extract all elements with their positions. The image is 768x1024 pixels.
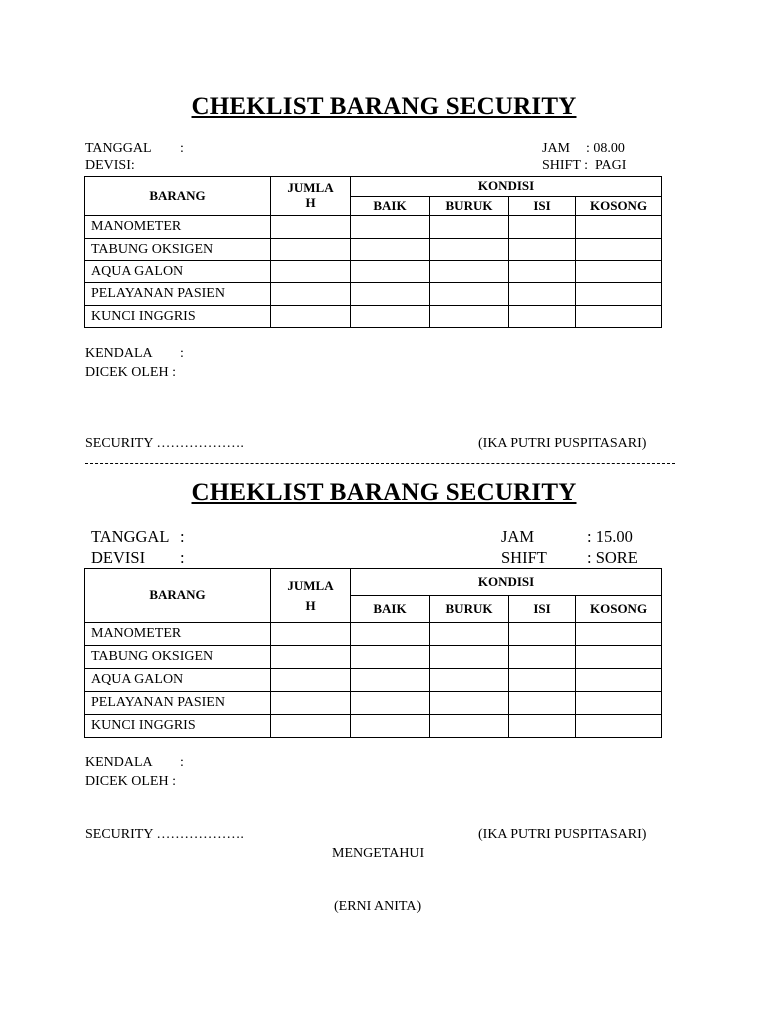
isi-cell[interactable] <box>509 261 576 283</box>
isi-cell[interactable] <box>509 216 576 239</box>
kendala-label: KENDALA <box>85 755 153 770</box>
baik-cell[interactable] <box>351 669 430 692</box>
item-label: MANOMETER <box>85 216 271 239</box>
jumlah-cell[interactable] <box>271 623 351 646</box>
header-kosong: KOSONG <box>576 197 662 216</box>
checklist-table <box>84 176 662 328</box>
table-row <box>85 261 662 283</box>
baik-cell[interactable] <box>351 646 430 669</box>
kosong-cell[interactable] <box>576 283 662 306</box>
baik-cell[interactable] <box>351 715 430 738</box>
form-title: CHEKLIST BARANG SECURITY <box>191 479 577 506</box>
item-label: TABUNG OKSIGEN <box>85 239 271 261</box>
isi-cell[interactable] <box>509 283 576 306</box>
buruk-cell[interactable] <box>430 216 509 239</box>
mengetahui-label: MENGETAHUI <box>332 846 425 861</box>
baik-cell[interactable] <box>351 306 430 328</box>
jam-value: : 15.00 <box>587 527 633 546</box>
header-jumlah <box>271 569 351 623</box>
shift-value: : SORE <box>587 548 638 567</box>
dicek-oleh-label: DICEK OLEH : <box>85 774 176 789</box>
jumlah-cell[interactable] <box>271 715 351 738</box>
devisi-separator: : <box>180 548 185 567</box>
form-title: CHEKLIST BARANG SECURITY <box>191 93 577 120</box>
table-row <box>85 646 662 669</box>
security-signature-line: SECURITY ………………. <box>85 436 244 451</box>
kosong-cell[interactable] <box>576 692 662 715</box>
jumlah-cell[interactable] <box>271 669 351 692</box>
table-row <box>85 623 662 646</box>
item-label: AQUA GALON <box>85 261 271 283</box>
header-kondisi: KONDISI <box>351 569 662 596</box>
header-jumlah-line1: JUMLA <box>287 180 334 196</box>
shift-value: PAGI <box>595 158 627 173</box>
jumlah-cell[interactable] <box>271 306 351 328</box>
isi-cell[interactable] <box>509 669 576 692</box>
buruk-cell[interactable] <box>430 715 509 738</box>
buruk-cell[interactable] <box>430 669 509 692</box>
jam-value: : 08.00 <box>586 141 625 156</box>
header-baik: BAIK <box>351 596 430 623</box>
isi-cell[interactable] <box>509 306 576 328</box>
table-row <box>85 669 662 692</box>
isi-cell[interactable] <box>509 623 576 646</box>
header-jumlah <box>271 177 351 216</box>
jam-label: JAM <box>542 141 571 156</box>
kosong-cell[interactable] <box>576 216 662 239</box>
buruk-cell[interactable] <box>430 306 509 328</box>
header-isi: ISI <box>509 596 576 623</box>
isi-cell[interactable] <box>509 646 576 669</box>
kosong-cell[interactable] <box>576 306 662 328</box>
item-label: PELAYANAN PASIEN <box>85 283 271 306</box>
jam-label: JAM <box>501 527 535 546</box>
header-buruk: BURUK <box>430 596 509 623</box>
header-kondisi: KONDISI <box>351 177 662 197</box>
isi-cell[interactable] <box>509 692 576 715</box>
jumlah-cell[interactable] <box>271 239 351 261</box>
table-row <box>85 216 662 239</box>
kosong-cell[interactable] <box>576 239 662 261</box>
tanggal-separator: : <box>180 527 185 546</box>
kendala-separator: : <box>180 755 184 770</box>
approver-name: (ERNI ANITA) <box>334 899 422 914</box>
baik-cell[interactable] <box>351 261 430 283</box>
header-kosong: KOSONG <box>576 596 662 623</box>
cut-divider <box>85 463 675 464</box>
header-barang: BARANG <box>85 177 271 216</box>
item-label: KUNCI INGGRIS <box>85 715 271 738</box>
baik-cell[interactable] <box>351 283 430 306</box>
item-label: KUNCI INGGRIS <box>85 306 271 328</box>
item-label: AQUA GALON <box>85 669 271 692</box>
item-label: TABUNG OKSIGEN <box>85 646 271 669</box>
baik-cell[interactable] <box>351 216 430 239</box>
item-label: PELAYANAN PASIEN <box>85 692 271 715</box>
dicek-oleh-label: DICEK OLEH : <box>85 365 176 380</box>
signer-name: (IKA PUTRI PUSPITASARI) <box>478 436 647 451</box>
buruk-cell[interactable] <box>430 261 509 283</box>
jumlah-cell[interactable] <box>271 216 351 239</box>
table-row <box>85 692 662 715</box>
devisi-label: DEVISI <box>91 548 146 567</box>
kendala-label: KENDALA <box>85 346 153 361</box>
kosong-cell[interactable] <box>576 261 662 283</box>
kosong-cell[interactable] <box>576 623 662 646</box>
table-row <box>85 239 662 261</box>
tanggal-label: TANGGAL <box>91 527 170 546</box>
kosong-cell[interactable] <box>576 646 662 669</box>
tanggal-label: TANGGAL <box>85 141 152 156</box>
header-buruk: BURUK <box>430 197 509 216</box>
table-row <box>85 306 662 328</box>
signer-name: (IKA PUTRI PUSPITASARI) <box>478 827 647 842</box>
baik-cell[interactable] <box>351 239 430 261</box>
buruk-cell[interactable] <box>430 646 509 669</box>
jumlah-cell[interactable] <box>271 646 351 669</box>
header-barang: BARANG <box>85 569 271 623</box>
checklist-table <box>84 568 662 738</box>
isi-cell[interactable] <box>509 715 576 738</box>
buruk-cell[interactable] <box>430 692 509 715</box>
header-baik: BAIK <box>351 197 430 216</box>
kendala-separator: : <box>180 346 184 361</box>
jumlah-cell[interactable] <box>271 261 351 283</box>
buruk-cell[interactable] <box>430 283 509 306</box>
header-jumlah-line2: H <box>305 597 316 613</box>
jumlah-cell[interactable] <box>271 692 351 715</box>
isi-cell[interactable] <box>509 239 576 261</box>
baik-cell[interactable] <box>351 692 430 715</box>
item-label: MANOMETER <box>85 623 271 646</box>
jumlah-cell[interactable] <box>271 283 351 306</box>
tanggal-separator: : <box>180 141 184 156</box>
devisi-label: DEVISI: <box>85 158 135 173</box>
header-jumlah-line2: H <box>305 195 316 210</box>
header-jumlah-line1: JUMLA <box>287 578 334 593</box>
header-isi: ISI <box>509 197 576 216</box>
table-row <box>85 283 662 306</box>
kosong-cell[interactable] <box>576 715 662 738</box>
shift-label: SHIFT <box>501 548 547 567</box>
security-signature-line: SECURITY ………………. <box>85 827 244 842</box>
kosong-cell[interactable] <box>576 669 662 692</box>
shift-label: SHIFT : <box>542 158 589 173</box>
buruk-cell[interactable] <box>430 623 509 646</box>
baik-cell[interactable] <box>351 623 430 646</box>
table-row <box>85 715 662 738</box>
buruk-cell[interactable] <box>430 239 509 261</box>
